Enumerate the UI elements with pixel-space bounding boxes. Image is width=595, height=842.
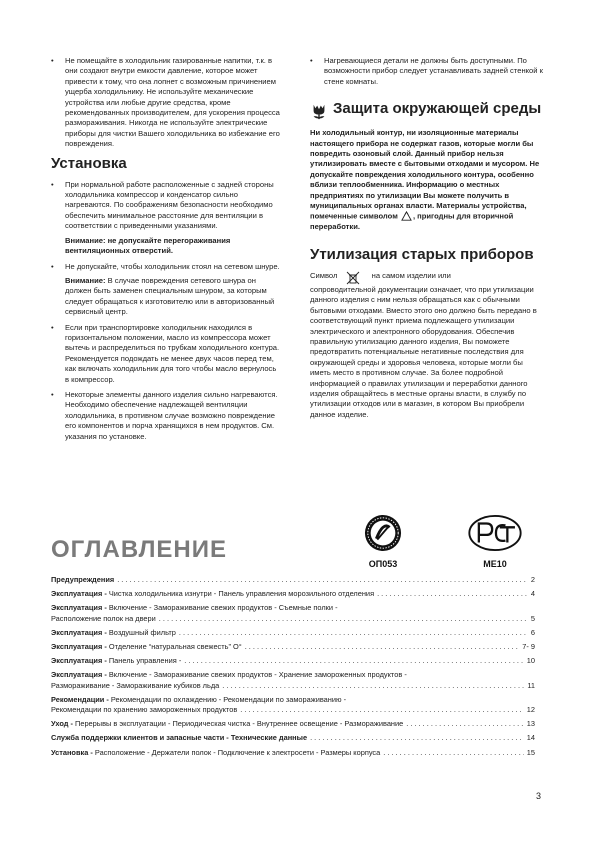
environment-heading: Защита окружающей среды: [333, 100, 542, 118]
toc-entry-page: 7- 9: [522, 642, 535, 652]
left-column: [51, 56, 281, 447]
toc-leader-dots: [240, 705, 523, 715]
toc-line: [51, 681, 535, 691]
toc-line: [51, 589, 535, 599]
disposal-heading: Утилизация старых приборов: [310, 245, 534, 263]
environment-text-body: Ни холодильный контур, ни изоляционные материалы настоящего прибора не содержат газов, которые могли бы повредить озоновый слой. Данный прибор нельзя утилизировать вместе с бытовыми отходами и мусором. Не допускайте повреждения холодильного контура, особенно вблизи теплообменника. Информацию о местных предприятиях по утилизации Вы можете получить в муниципальных органах власти. Материалы устройства, помеченные символом: [310, 128, 540, 221]
tulip-icon: [310, 102, 328, 120]
install-bullet-ventilation-text: • При нормальной работе расположенные с задней стороны холодильника компрессор и конденсатор сильно нагреваются. По соображениям безопасности необходимо обеспечить минимальное расстояние для вентиляции в соответствии с приведенными указаниями.: [65, 179, 274, 231]
toc-entry-continuation: Расположение полок на двери: [51, 613, 156, 623]
pct-mark-icon: [467, 514, 523, 552]
toc-entry: [51, 695, 535, 715]
toc-entry-section: Эксплуатация -: [51, 656, 107, 666]
toc-entry: [51, 642, 535, 652]
toc-entry-topics: Отделение “натуральная свежесть” О°: [106, 642, 242, 652]
toc-entry-continuation: Размораживание - Замораживание кубиков льда: [51, 680, 220, 690]
toc-entry-section: Эксплуатация -: [51, 603, 107, 613]
cord-warning-text: В случае повреждения сетевого шнура он должен быть заменен специальным шнуром, за которым следует обращаться к изготовителю или в авторизованный сервисный центр.: [65, 275, 275, 317]
toc-entry-title: [51, 656, 181, 666]
ventilation-warning: Внимание: не допускайте перегораживания вентиляционных отверстий.: [65, 235, 231, 256]
toc-entry-topics: Чистка холодильника изнутри - Панель управления морозильного отделения: [106, 589, 375, 599]
toc-line: [51, 719, 535, 729]
toc-entry-title: [51, 589, 374, 599]
toc-entry-page: 15: [526, 747, 535, 757]
install-bullet-cord: [51, 262, 281, 318]
toc-entry: [51, 628, 535, 638]
toc-line: [51, 575, 535, 585]
right-column: [310, 56, 544, 420]
toc-entry: [51, 575, 535, 585]
toc-entry: [51, 670, 535, 690]
toc-entry-section: Эксплуатация -: [51, 589, 107, 599]
toc-entry-topics: Перерывы в эксплуатации - Периодическая чистка - Внутреннее освещение - Размораживание: [72, 719, 404, 729]
toc-entry-title: [51, 733, 307, 743]
page-number: 3: [536, 791, 542, 801]
toc-entry-page: 5: [530, 613, 535, 623]
toc-entry: [51, 603, 535, 623]
toc-entry-topics: Расположение - Держатели полок - Подключение к электросети - Размеры корпуса: [92, 747, 381, 757]
toc-leader-dots: [383, 748, 524, 758]
toc-line: [51, 748, 535, 758]
toc-entry-section: Предупреждения: [51, 575, 115, 584]
toc-entry-title: [51, 670, 407, 680]
toc-entry-section: Эксплуатация -: [51, 627, 107, 637]
toc-entry: [51, 719, 535, 729]
environment-text-end: , пригодны для вторичной переработки.: [310, 211, 514, 232]
table-of-contents: [51, 575, 535, 762]
install-bullet-transport: • Если при транспортировке холодильник находился в горизонтальном положении, масло из компрессора может вытечь и распределиться по трубкам холодильного контура. Рекомендуется подождать не менее двух часов перед тем, как включать холодильник для того чтобы масло вернулось в компрессор.: [51, 323, 281, 385]
toc-entry-page: 2: [530, 575, 535, 584]
toc-entry-topics: Воздушный фильтр: [106, 627, 176, 637]
toc-entry-title: [51, 719, 403, 729]
toc-entry: [51, 748, 535, 758]
toc-entry-title: [51, 748, 380, 758]
toc-entry-continuation: Рекомендации по хранению замороженных продуктов: [51, 705, 238, 715]
toc-leader-dots: [184, 656, 523, 666]
toc-entry-title: [51, 603, 338, 613]
toc-entry-page: 14: [526, 733, 535, 743]
toc-entry-topics: Включение - Замораживание свежих продуктов - Хранение замороженных продуктов -: [106, 670, 407, 680]
toc-entry-page: 12: [526, 705, 535, 715]
disposal-text-first: на самом изделии или: [371, 270, 451, 280]
toc-entry-section: Рекомендации -: [51, 694, 109, 704]
toc-line: [51, 670, 535, 680]
toc-entry-page: 11: [527, 680, 535, 690]
toc-entry-page: 6: [530, 627, 535, 637]
toc-entry-topics: Включение - Замораживание свежих продуктов - Съемные полки -: [106, 603, 338, 613]
warning-bullet-carbonated: • Не помещайте в холодильник газированные напитки, т.к. в они создают внутри емкости давление, которое может привести к тому, что она лопнет с возможным причинением ущерба холодильнику. Не используйте механические устройства или любые другие средства, кроме рекомендованных производителем, для ускорения процесса размораживания. Никогда не используйте электрические приборы для чистки Вашего холодильника во избежание его повреждения.: [51, 56, 281, 150]
toc-entry-section: Эксплуатация -: [51, 670, 107, 680]
cord-warning: [65, 276, 281, 318]
op053-logo: [355, 514, 411, 569]
toc-line: [51, 628, 535, 638]
install-bullet-ventilation: [51, 180, 281, 257]
op053-label: ОП053: [368, 559, 398, 569]
toc-leader-dots: [245, 642, 520, 652]
toc-entry-topics: Панель управления -: [106, 656, 182, 666]
toc-leader-dots: [159, 614, 528, 624]
toc-entry: [51, 733, 535, 743]
install-bullet-hot-parts: • Некоторые элементы данного изделия сильно нагреваются. Необходимо обеспечение надлежащей вентиляции холодильника, в противном случае возможно повреждение его компонентов и порча хранящихся в нем продуктов. См. указания по установке.: [51, 390, 281, 442]
toc-leader-dots: [377, 589, 528, 599]
toc-entry-section: Уход -: [51, 719, 73, 729]
toc-entry: [51, 656, 535, 666]
toc-entry-page: 4: [530, 589, 535, 599]
toc-line: [51, 642, 535, 652]
rosstest-circle-icon: [364, 514, 402, 552]
toc-leader-dots: [310, 733, 524, 743]
environment-heading-block: [310, 101, 544, 120]
recycle-icon: [400, 211, 413, 222]
toc-line: [51, 705, 535, 715]
toc-entry-title: [51, 695, 346, 705]
toc-entry-title: [51, 642, 242, 652]
toc-line: [51, 656, 535, 666]
toc-entry-section: Установка -: [51, 747, 93, 757]
toc-entry: [51, 589, 535, 599]
toc-leader-dots: [406, 719, 524, 729]
toc-line: [51, 733, 535, 743]
crossed-bin-icon: [346, 271, 360, 285]
toc-leader-dots: [117, 575, 528, 585]
toc-leader-dots: [222, 681, 524, 691]
symbol-word: Символ: [310, 270, 338, 280]
certification-logos: [355, 514, 525, 574]
toc-title: ОГЛАВЛЕНИЕ: [51, 536, 228, 563]
cord-warning-label: Внимание:: [65, 275, 106, 285]
toc-entry-title: [51, 575, 114, 585]
me10-logo: [465, 514, 525, 569]
toc-entry-section: Эксплуатация -: [51, 642, 107, 652]
toc-line: [51, 603, 535, 613]
toc-leader-dots: [179, 628, 528, 638]
toc-entry-title: [51, 628, 176, 638]
disposal-text-body: сопроводительной документации означает, что при утилизации данного изделия с ним нельзя обращаться как с обычными бытовыми отходами. Вместо этого оно должно быть передано в соответствующий пункт приема подлежащего утилизации электрического и электронного оборудования. Обеспечив правильную утилизацию данного изделия, Вы поможете предотвратить потенциальные негативные последствия для окружающей среды и здоровья человека, которые могли бы иметь место в противном случае. За более подробной информацией о правилах утилизации и переработки данного изделия обращайтесь в местные органы власти, в службу по утилизации отходов или в магазин, в котором Вы приобрели данное изделие.: [310, 284, 537, 419]
toc-line: [51, 695, 535, 705]
toc-line: [51, 614, 535, 624]
install-bullet-cord-text: • Не допускайте, чтобы холодильник стоял на сетевом шнуре.: [65, 261, 280, 271]
toc-entry-page: 13: [526, 719, 535, 729]
install-bullet-hot-parts-access: • Нагревающиеся детали не должны быть доступными. По возможности прибор следует устанавливать задней стенкой к стене комнаты.: [310, 56, 544, 87]
disposal-text: [310, 271, 544, 420]
toc-entry-topics: Рекомендации по охлаждению - Рекомендации по замораживанию -: [108, 694, 347, 704]
toc-entry-page: 10: [526, 656, 535, 666]
environment-text: [310, 128, 544, 233]
toc-entry-section: Служба поддержки клиентов и запасные части - Технические данные: [51, 733, 308, 743]
me10-label: МЕ10: [483, 559, 507, 569]
install-heading: Установка: [51, 154, 127, 172]
